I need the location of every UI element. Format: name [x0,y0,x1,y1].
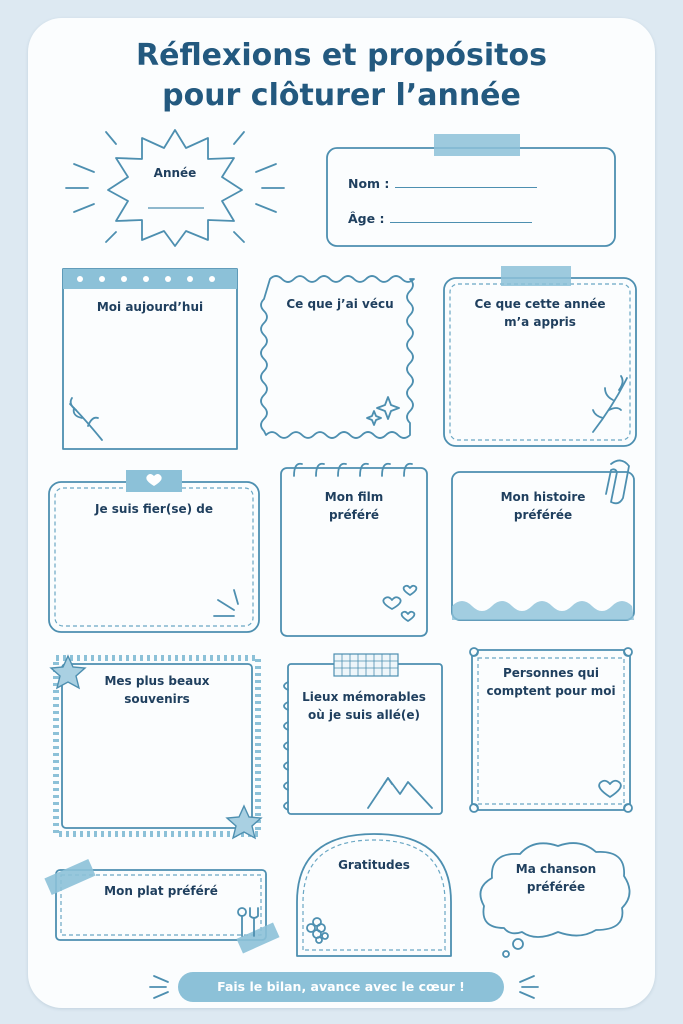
box-places-label: Lieux mémorables où je suis allé(e) [302,690,426,722]
page-title [0,36,683,116]
identity-card [326,134,616,248]
tape-icon [501,266,571,286]
box-places[interactable] [284,652,444,816]
box-memories-label: Mes plus beaux souvenirs [104,674,210,706]
sparkle-icon [367,397,399,425]
title-line-2: pour clôturer l’année [162,78,521,113]
box-song[interactable] [476,836,636,960]
box-song-label: Ma chanson préférée [515,862,597,894]
starburst-icon [62,124,288,250]
footer-banner: Fais le bilan, avance avec le cœur ! [178,972,504,1002]
flower-icon [307,918,328,943]
age-label: Âge : [348,211,385,226]
mountain-icon [368,778,432,808]
spiral-binding-icon [294,464,412,476]
box-story[interactable] [451,460,635,622]
age-field[interactable] [348,211,532,226]
box-proud-label: Je suis fier(se) de [94,502,213,516]
box-dish[interactable] [44,856,278,956]
box-people-label: Personnes qui comptent pour moi [486,666,616,698]
heart-icon [599,781,621,797]
leaf-icon [593,376,627,432]
name-field[interactable] [348,176,537,191]
box-memories[interactable] [50,652,264,842]
box-film-label: Mon film préféré [324,490,384,522]
box-learned[interactable] [443,266,637,448]
tape-icon [236,923,279,954]
box-today-label: Moi aujourd’hui [96,300,204,314]
year-badge [62,124,288,250]
hearts-icon [383,586,416,621]
tape-icon [434,134,520,156]
box-people[interactable] [466,644,636,816]
name-label: Nom : [348,176,390,191]
box-gratitude[interactable] [295,832,453,958]
leaf-icon [70,398,102,440]
box-learned-label: Ce que cette année m’a appris [474,297,606,329]
box-lived[interactable] [260,275,420,439]
box-proud[interactable] [48,470,260,634]
title-line-1: Réflexions et propósitos [136,38,547,73]
box-dish-label: Mon plat préféré [104,884,218,898]
box-story-label: Mon histoire préférée [500,490,586,522]
box-film[interactable] [280,458,428,638]
year-label: Année [153,166,197,180]
name-line[interactable] [395,177,537,188]
age-line[interactable] [390,212,532,223]
box-lived-label: Ce que j’ai vécu [286,297,394,311]
box-gratitude-label: Gratitudes [338,858,410,872]
box-today[interactable] [62,268,238,450]
